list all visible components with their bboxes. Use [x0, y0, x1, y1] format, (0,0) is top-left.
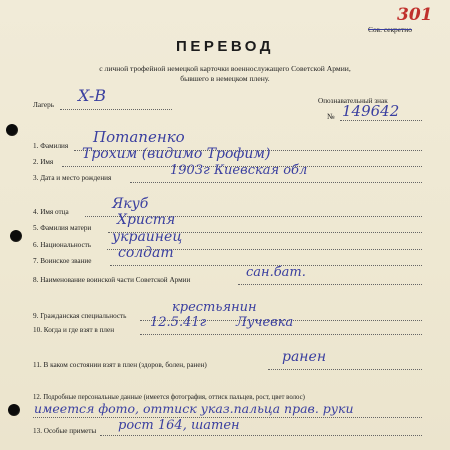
page-number: 301 — [397, 5, 433, 25]
camp-underline — [60, 109, 172, 110]
field-label-nationality: 6. Национальность — [33, 241, 92, 249]
field-value-birth-place: Киевская обл — [214, 163, 308, 178]
id-mark-label: Опознавательный знак — [318, 97, 388, 105]
field-underline-captured — [140, 334, 422, 335]
field-value-personal-data: имеется фото, оттиск указ.пальца прав. руки — [34, 401, 354, 416]
binder-hole-bottom — [8, 404, 20, 416]
field-label-rank: 7. Воинское звание — [33, 257, 92, 265]
field-underline-birth — [130, 182, 422, 183]
field-value-mother-surname: Христя — [117, 212, 176, 228]
field-underline-special-marks — [100, 435, 422, 436]
field-underline-condition — [268, 369, 422, 370]
field-label-captured: 10. Когда и где взят в плен — [33, 326, 115, 334]
binder-hole-top — [6, 124, 18, 136]
field-label-mother-surname: 5. Фамилия матери — [33, 224, 92, 232]
field-value-condition: ранен — [282, 349, 327, 365]
id-mark-value: 149642 — [342, 102, 400, 120]
field-value-captured-date: 12.5.41г — [150, 315, 207, 330]
field-value-special-marks: рост 164, шатен — [118, 418, 240, 433]
field-value-nationality: украинец — [112, 229, 183, 245]
field-value-military-unit: сан.бат. — [246, 265, 306, 280]
field-label-personal-data: 12. Подробные персональные данные (имеется фотография, оттиск пальцев, рост, цвет волос) — [33, 394, 305, 401]
field-value-surname: Потапенко — [93, 128, 185, 146]
field-underline-military-unit — [238, 284, 422, 285]
field-label-birth: 3. Дата и место рождения — [33, 174, 112, 182]
camp-label: Лагерь — [33, 101, 54, 109]
field-label-military-unit: 8. Наименование воинской части Советской Армии — [33, 276, 191, 284]
field-value-rank: солдат — [118, 245, 174, 261]
document-subtitle-line2: бывшего в немецком плену. — [180, 74, 270, 83]
field-value-first-name: Трохим (видимо Трофим) — [82, 146, 271, 162]
field-label-special-marks: 13. Особые приметы — [33, 427, 97, 435]
field-value-civil-profession: крестьянин — [172, 300, 257, 315]
field-label-surname: 1. Фамилия — [33, 142, 69, 150]
secret-label: Сов. секретно — [368, 25, 412, 34]
field-value-captured-place: Лучевка — [236, 315, 294, 330]
document-title: ПЕРЕВОД — [176, 38, 274, 55]
field-label-father-name: 4. Имя отца — [33, 208, 69, 216]
id-mark-prefix: № — [327, 112, 335, 121]
document-subtitle-line1: с личной трофейной немецкой карточки военнослужащего Советской Армии, — [99, 64, 351, 73]
binder-hole-middle — [10, 230, 22, 242]
camp-value: X-B — [78, 86, 106, 105]
field-label-civil-profession: 9. Гражданская специальность — [33, 312, 127, 320]
field-value-birth-date: 1903г — [170, 163, 210, 178]
field-label-condition: 11. В каком состоянии взят в плен (здоров, болен, ранен) — [33, 361, 207, 369]
field-label-first-name: 2. Имя — [33, 158, 54, 166]
id-mark-underline — [340, 120, 422, 121]
field-value-father-name: Якуб — [112, 196, 149, 212]
